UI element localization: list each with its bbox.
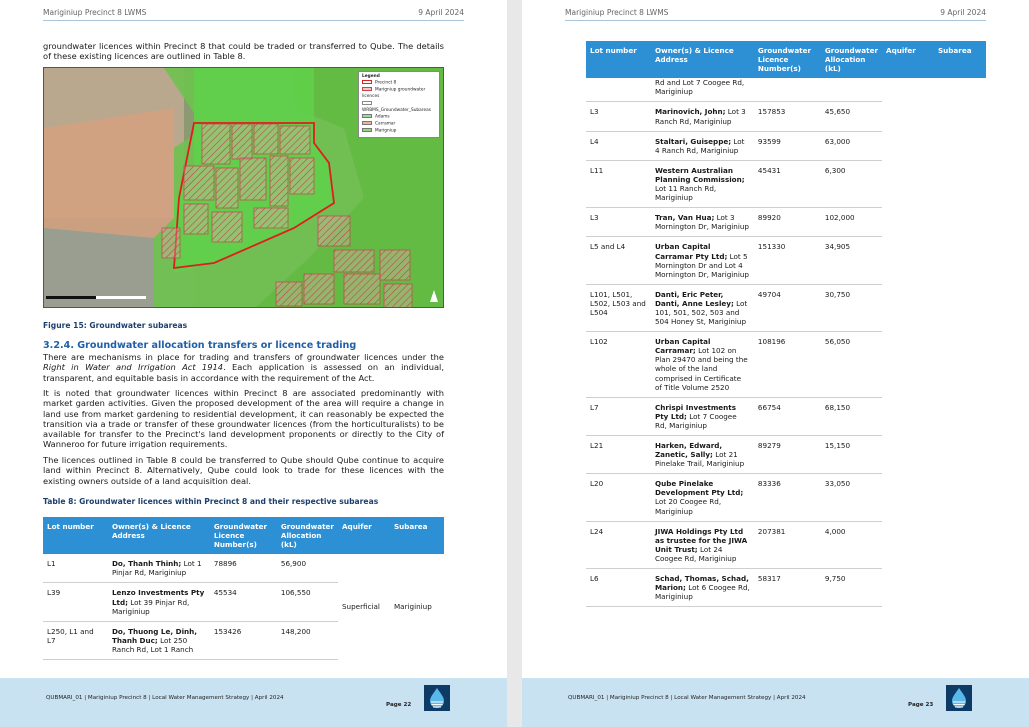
allocation-cell: 34,905 [821,237,882,284]
licence-cell: 207381 [754,521,821,568]
licence-cell: 153426 [210,621,277,659]
table-row [586,397,986,435]
table-row [586,436,986,474]
table-row [43,554,444,583]
groundwater-subareas-map [43,67,444,308]
lot-cell: L11 [586,160,651,207]
allocation-cell: 45,650 [821,102,882,131]
licence-cell: 89279 [754,436,821,474]
page-footer [0,678,507,727]
owner-cell [651,521,754,568]
licence-table-right [586,41,986,607]
owner-address: Lot 250 Ranch Rd, Lot 1 Ranch [111,635,194,654]
table-header-row [586,41,986,78]
owner-cell [651,131,754,160]
subarea-cell [934,521,986,568]
lot-cell: L3 [586,102,651,131]
header-subarea: Subarea [390,517,444,554]
licence-cell: 93599 [754,131,821,160]
licence-cell: 66754 [754,397,821,435]
owner-name: Danti, Eric Peter, Danti, Anne Lesley; [654,289,734,308]
legend-label: Precinct 8 [375,80,397,86]
owner-address: Lot 6 Coogee Rd, Mariginiup [654,583,750,602]
aquifer-cell [882,284,934,331]
licence-cell: 83336 [754,474,821,521]
aquifer-cell [882,332,934,398]
footer-text: QUBMARI_01 | Mariginiup Precinct 8 | Local Water Management Strategy | April 2024 [568,695,806,701]
header-allocation: Groundwater Allocation (kL) [277,517,338,554]
allocation-cell: 30,750 [821,284,882,331]
lot-cell: L21 [586,436,651,474]
subarea-cell [934,160,986,207]
legend-label: Marigniup groundwater licences [362,87,426,100]
right-page [522,0,1029,727]
owner-address: Lot 21 Pinelake Trail, Mariginiup [654,450,745,469]
owner-cell [651,397,754,435]
table-row [586,160,986,207]
legend-item [362,121,436,128]
owner-address: Lot 3 Ranch Rd, Mariginiup [654,107,746,126]
owner-cell-continued: Rd and Lot 7 Coogee Rd, Mariginiup [651,78,754,102]
legend-swatch [362,121,372,125]
legend-label: WRBMS_Groundwater_Subareas [362,107,431,113]
licence-table-left [43,517,444,660]
legend-item [362,128,436,135]
owner-cell [651,237,754,284]
table-caption: Table 8: Groundwater licences within Precinct 8 and their respective subareas [43,497,379,506]
table-row [586,332,986,398]
table-row [586,237,986,284]
intro-paragraph: groundwater licences within Precinct 8 that could be traded or transferred to Qube. The details of these existing licences are outlined in Table 8. [43,41,444,62]
owner-name: Chrispi Investments Pty Ltd; [654,402,737,421]
owner-name: Urban Capital Carramar; [654,337,711,356]
lot-cell: L20 [586,474,651,521]
owner-address: Lot 24 Coogee Rd, Mariginiup [654,544,737,563]
owner-name: Staltari, Guiseppe; [654,136,732,146]
owner-address: Lot 102 on Plan 29470 and being the whole of the land comprised in Certificate of Title Volume 2520 [654,346,748,392]
header-owner: Owner(s) & Licence Address [651,41,754,78]
legend-label: Carramar [375,121,396,127]
owner-address: Lot 1 Pinjar Rd, Mariginiup [111,559,202,578]
owner-address: Lot 4 Ranch Rd, Mariginiup [654,136,745,155]
page-number: Page 22 [386,702,412,708]
legend-swatch [362,80,372,84]
aquifer-cell [882,102,934,131]
allocation-cell: 6,300 [821,160,882,207]
header-licence: Groundwater Licence Number(s) [210,517,277,554]
owner-cell [651,332,754,398]
header-aquifer: Aquifer [882,41,934,78]
table-row [586,521,986,568]
owner-address: Lot 101, 501, 502, 503 and 504 Honey St, Mariginiup [654,298,748,327]
legend-label: Adams [375,114,390,120]
paragraph-trading [43,352,444,383]
allocation-cell: 4,000 [821,521,882,568]
header-doc-title: Mariginiup Precinct 8 LWMS [565,8,669,17]
table-row-continued [586,78,986,102]
licence-cell: 45534 [210,583,277,621]
licence-cell: 78896 [210,554,277,583]
footer-text: QUBMARI_01 | Mariginiup Precinct 8 | Local Water Management Strategy | April 2024 [46,695,284,701]
subarea-cell [934,474,986,521]
company-logo-icon [424,685,450,711]
owner-name: Urban Capital Carramar Pty Ltd; [654,242,728,261]
owner-address: Lot 11 Ranch Rd, Mariginiup [654,184,717,203]
owner-name: Harken, Edward, Zanetic, Sally; [654,441,723,460]
legend-item [362,101,436,114]
header-owner: Owner(s) & Licence Address [108,517,210,554]
licence-cell: 58317 [754,569,821,607]
legend-swatch [362,128,372,132]
lot-cell: L39 [43,583,108,621]
allocation-cell: 56,050 [821,332,882,398]
allocation-cell: 9,750 [821,569,882,607]
subarea-cell [934,208,986,237]
owner-cell [108,554,210,583]
header-doc-title: Mariginiup Precinct 8 LWMS [43,8,147,17]
table-header-row [43,517,444,554]
licence-cell: 108196 [754,332,821,398]
licence-cell: 89920 [754,208,821,237]
aquifer-cell: Superficial [341,602,380,612]
aquifer-cell [882,160,934,207]
allocation-cell: 68,150 [821,397,882,435]
legend-swatch [362,114,372,118]
owner-cell [108,583,210,621]
lot-cell: L3 [586,208,651,237]
allocation-cell: 63,000 [821,131,882,160]
table-row [586,208,986,237]
page-header [565,8,986,21]
owner-name: Qube Pinelake Development Pty Ltd; [654,479,744,498]
owner-address: Lot 7 Coogee Rd, Mariginiup [654,411,737,430]
subarea-cell [934,237,986,284]
lot-cell: L101, L501, L502, L503 and L504 [586,284,651,331]
subarea-cell [934,102,986,131]
owner-cell [651,436,754,474]
owner-address: Lot 3 Mornington Dr, Mariginiup [654,213,749,232]
subarea-cell [934,284,986,331]
header-allocation: Groundwater Allocation (kL) [821,41,882,78]
owner-name: Schad, Thomas, Schad, Marion; [654,574,749,593]
section-heading: 3.2.4. Groundwater allocation transfers or licence trading [43,340,357,351]
legend-swatch [362,101,372,105]
table-row [586,102,986,131]
legend-item [362,114,436,121]
header-aquifer: Aquifer [338,517,390,554]
header-subarea: Subarea [934,41,986,78]
allocation-cell: 106,550 [277,583,338,621]
owner-name: Do, Thanh Thinh; [111,559,182,569]
subarea-cell [934,569,986,607]
page-header [43,8,464,21]
owner-cell [651,569,754,607]
owner-name: JIWA Holdings Pty Ltd as trustee for the JIWA Unit Trust; [654,526,748,554]
aquifer-cell [882,397,934,435]
header-date: 9 April 2024 [418,8,464,17]
lot-cell: L6 [586,569,651,607]
aquifer-cell [882,569,934,607]
figure-caption: Figure 15: Groundwater subareas [43,321,188,330]
owner-name: Do, Thuong Le, Dinh, Thanh Duc; [111,626,198,645]
legend-swatch [362,87,372,91]
lot-cell: L4 [586,131,651,160]
aquifer-cell [882,521,934,568]
paragraph-transfer: The licences outlined in Table 8 could be transferred to Qube should Qube continue to acquire land within Precinct 8. Alternatively, Qube could look to trade for these licences with the existing owners outside of a land acquisition deal. [43,455,444,486]
header-date: 9 April 2024 [940,8,986,17]
allocation-cell: 148,200 [277,621,338,659]
licence-cell: 151330 [754,237,821,284]
owner-cell [651,160,754,207]
owner-cell [651,102,754,131]
aquifer-cell [882,474,934,521]
allocation-cell: 15,150 [821,436,882,474]
owner-cell [651,474,754,521]
page-number: Page 23 [908,702,934,708]
owner-cell [651,208,754,237]
subarea-cell [934,397,986,435]
header-licence: Groundwater Licence Number(s) [754,41,821,78]
lot-cell: L250, L1 and L7 [43,621,108,659]
lot-cell: L7 [586,397,651,435]
licence-cell: 157853 [754,102,821,131]
owner-address: Lot 5 Mornington Dr and Lot 4 Mornington Dr, Mariginiup [654,251,749,279]
aquifer-cell [882,237,934,284]
para1-text-a: There are mechanisms in place for trading and transfers of groundwater licences under the [43,352,444,362]
aquifer-cell [882,436,934,474]
owner-name: Western Australian Planning Commission; [654,165,745,184]
allocation-cell: 33,050 [821,474,882,521]
aquifer-cell [882,131,934,160]
subarea-cell: Mariginiup [393,602,432,612]
paragraph-market-garden: It is noted that groundwater licences within Precinct 8 are associated predominantly with market garden activities. Given the proposed development of the area will require a change in land use from market gardening to residential development, it can reasonably be expected the transition via a trade or transfer of these groundwater licences (from the horticulturalists) to be available for transfer to the Precinct's land development proponents or directly to the City of Wanneroo for future irrigation requirements. [43,388,444,450]
aquifer-cell [882,208,934,237]
table-row [586,569,986,607]
subarea-cell [934,436,986,474]
licence-cell: 45431 [754,160,821,207]
owner-address: Lot 39 Pinjar Rd, Mariginiup [111,597,190,616]
owner-cell [108,621,210,659]
lot-cell: L102 [586,332,651,398]
act-name: Right in Water and Irrigation Act 1914 [43,362,224,373]
owner-address: Lot 20 Coogee Rd, Mariginiup [654,497,722,516]
legend-title: Legend [362,74,380,79]
subarea-cell [934,332,986,398]
table-row [586,131,986,160]
legend-item [362,87,436,100]
lot-cell: L1 [43,554,108,583]
legend-label: Marigniup [375,128,397,134]
subarea-cell [934,131,986,160]
legend-item [362,80,436,87]
left-page [0,0,507,727]
page-footer [522,678,1029,727]
table-row [586,284,986,331]
map-legend [358,71,440,138]
header-lot: Lot number [43,517,108,554]
owner-name: Lenzo Investments Pty Ltd; [111,588,205,607]
owner-name: Tran, Van Hua; [654,213,715,223]
licence-cell: 49704 [754,284,821,331]
allocation-cell: 56,900 [277,554,338,583]
owner-name: Marinovich, John; [654,107,726,117]
owner-cell [651,284,754,331]
company-logo-icon [946,685,972,711]
lot-cell: L24 [586,521,651,568]
header-lot: Lot number [586,41,651,78]
para1-text-b: . Each application is assessed on an individual, transparent, and equitable basis in accordance with the requirement of the Act. [43,362,445,383]
table-row [586,474,986,521]
lot-cell: L5 and L4 [586,237,651,284]
allocation-cell: 102,000 [821,208,882,237]
